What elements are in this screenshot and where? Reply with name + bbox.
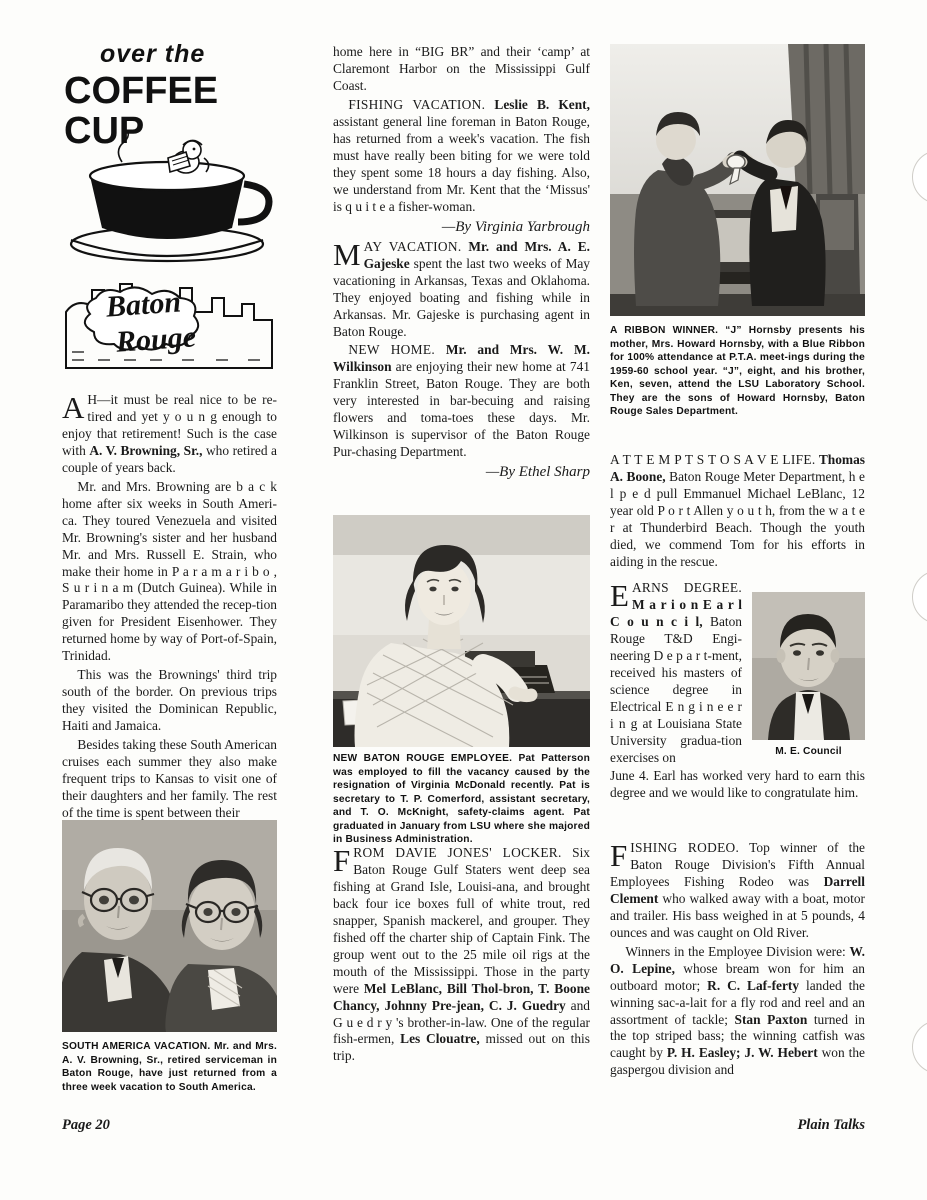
col3-p4-t5: won the gaspergou division and <box>610 1045 865 1078</box>
col3-p2-bold: M a r i o n E a r l C o u n c i l, <box>610 596 742 629</box>
col1-paragraph-4: Besides taking these South American cruises each summer they also make frequent trips to Kansas to visit one of their daughters and her family. The rest of the time is spent between their <box>62 737 277 820</box>
col3-p4-t1: whose bream won for him an outboard motor; <box>610 960 865 993</box>
caption-new-employee: NEW BATON ROUGE EMPLOYEE. Pat Patterson was employed to fill the vacancy caused by the resignation of Virginia McDonald recently. Pat is secretary to T. P. Comerford, assistant secretary, and T. O. McKnight, safety-claims agent. Pat graduated in January from LSU where she majored in Business Administration. <box>333 753 590 846</box>
city-name-line2: Rouge <box>114 320 198 359</box>
col3-p4-bold-3: Stan Paxton <box>734 1011 808 1027</box>
col3-p2-heading: ARNS DEGREE. <box>631 580 742 595</box>
col3-paragraph-2-narrow <box>610 580 742 766</box>
photo-new-employee-image <box>333 515 590 747</box>
col3-paragraph-1 <box>610 452 865 571</box>
col3-p4-bold-4: P. H. Easley; <box>666 1045 741 1061</box>
col1-paragraph-3: This was the Brownings' third trip south of the border. On previous trips they visited the Dominican Republic, Haiti and Jamaica. <box>62 667 277 734</box>
masthead-cup-text: CUP <box>64 110 145 153</box>
caption-browning-couple: SOUTH AMERICA VACATION. Mr. and Mrs. A. V. Browning, Sr., retired serviceman in Baton Rouge, have just returned from a three week vacation to South America. <box>62 1041 277 1093</box>
col3-p4-bold-2: R. C. Laf-ferty <box>707 977 800 993</box>
col3-paragraph-2-cont <box>610 768 865 802</box>
col3-p3-heading: ISHING RODEO. <box>630 840 740 855</box>
col2-p4-bold: Mr. and Mrs. W. M. Wilkinson <box>333 342 591 375</box>
col2-p5-heading: ROM DAVIE JONES' LOCKER. <box>353 845 562 860</box>
col3-p2-cont-text: June 4. Earl has worked very hard to earn this degree and we would like to congratulate him. <box>610 768 865 801</box>
masthead-coffee-text: COFFEE <box>64 70 219 112</box>
column-2 <box>333 44 590 484</box>
col2-p2-heading: FISHING VACATION. <box>348 96 486 112</box>
dropcap-m: M <box>333 236 361 272</box>
col2-p3-text: spent the last two weeks of May vacationing in Arkansas, Texas and Oklahoma. They enjoyed boating and fishing while in Arkansas. Mr. Gajeske is purchasing agent in Baton Rouge. <box>333 255 590 339</box>
column-3-attempts-block <box>610 452 865 573</box>
punch-hole-top <box>912 150 927 204</box>
page-number: Page 20 <box>62 1117 110 1133</box>
punch-hole-middle <box>912 570 927 624</box>
caption-council-portrait: M. E. Council <box>775 746 842 757</box>
dropcap-a: A <box>62 390 85 425</box>
col3-p2 <box>610 580 742 766</box>
col2-p5-bold-1: Mel LeBlanc, Bill Thol-bron, T. Boone Chancy, Johnny Pre-jean, C. J. Guedry <box>333 980 590 1013</box>
photo-council-portrait <box>752 592 865 740</box>
col2-p2-bold: Leslie B. Kent, <box>494 96 590 112</box>
publication-name: Plain Talks <box>797 1117 865 1133</box>
col2-p5-mid: and G u e d r y 's brother-in-law. One of the regular fish-ermen, <box>333 997 590 1047</box>
col3-p3-bold: Darrell Clement <box>610 873 865 906</box>
photo-council-portrait-image <box>752 592 865 740</box>
byline-virginia-yarbrough: —By Virginia Yarbrough <box>441 218 590 235</box>
byline-ethel-sharp: —By Ethel Sharp <box>485 464 590 481</box>
photo-ribbon-winner-image <box>610 44 865 316</box>
col3-p4-t3: turned in the top striped bass; the winning catfish was caught by <box>610 1011 865 1061</box>
masthead-logo <box>62 40 277 390</box>
punch-hole-bottom <box>912 1020 927 1074</box>
col3-p4-bold-1: W. O. Lepine, <box>610 943 865 976</box>
column-3-rodeo-block <box>610 840 865 1081</box>
column-1 <box>62 392 277 824</box>
col2-paragraph-5 <box>333 845 590 1065</box>
col3-p4-bold-5: J. W. Hebert <box>744 1045 818 1061</box>
col3-p4-text: Winners in the Employee Division were: <box>625 943 850 959</box>
col2-p4-heading: NEW HOME. <box>348 342 435 358</box>
col2-p4-text: are enjoying their new home at 741 Franklin Street, Baton Rouge. They are both very interested in bar-becuing and raising flowers and toma-toes these days. Mr. Wilkinson is supervisor of the Baton Rouge Pur-chasing Department. <box>333 359 590 460</box>
col3-p3-end: who walked away with a boat, motor and trailer. His bass weighed in at 5 pounds, 4 ounces and was caught on Old River. <box>610 890 865 940</box>
col3-paragraph-4 <box>610 944 865 1080</box>
col1-p1-bold: A. V. Browning, Sr., <box>89 442 203 458</box>
col1-paragraph-2: Mr. and Mrs. Browning are b a c k home after six weeks in South Ameri-ca. They toured Venezuela and visited Mr. Browning's sister and her husband Mr. and Mrs. Russell E. Strain, who make their home in P a r a m a r i b o , S u r i n a m (Dutch Guinea). While in Paramaribo they attended the recep-tion given for President Eisenhower. They returned home by way of Port-of-Spain, Trinidad. <box>62 478 277 664</box>
col3-p1-bold: Thomas A. Boone, <box>610 452 865 484</box>
col3-paragraph-3 <box>610 840 865 942</box>
col2-paragraph-3 <box>333 236 590 341</box>
col3-p3-text: Top winner of the Baton Rouge Division's Fifth Annual Employees Fishing Rodeo was <box>610 840 866 889</box>
col2-p5-end: missed out on this trip. <box>333 1031 590 1064</box>
col2-p5-bold-2: Les Clouatre, <box>400 1031 480 1047</box>
col2-paragraph-1: home here in “BIG BR” and their ‘camp’ at Claremont Harbor on the Mississippi Gulf Coast. <box>333 44 590 93</box>
col2-p2-text: assistant general line foreman in Baton Rouge, has returned from a week's vacation. The fish must have really been biting for we were told they spent some 18 hours a day fishing. Also, we understand from Mr. Kent that the ‘Missus' is q u i t e a fisher-woman. <box>333 113 590 214</box>
photo-new-employee <box>333 515 590 747</box>
photo-browning-couple <box>62 820 277 1032</box>
masthead-over-text: over the <box>100 40 206 68</box>
col3-p2-text: Baton Rouge T&D Engi-neering D e p a r t-ment, received his masters of science degree in Electrical E n g i n e e r i n g at Louisiana State University gradua-tion exercises on <box>610 613 742 765</box>
col1-paragraph-1 <box>62 392 277 477</box>
col2-paragraph-2 <box>333 97 590 216</box>
col1-p1-text: H—it must be real nice to be re-tired and yet y o u n g enough to enjoy that retirement! Such is the case with <box>62 392 277 458</box>
photo-browning-couple-image <box>62 820 277 1032</box>
caption-ribbon-winner: A RIBBON WINNER. “J” Hornsby presents his mother, Mrs. Howard Hornsby, with a Blue Ribbon for 100% attendance at P.T.A. meet-ings during the 1959-60 school year. “J”, eight, and his brother, Ken, seven, attend the LSU Laboratory School. They are the sons of Howard Hornsby, Baton Rouge Sales Department. <box>610 325 865 418</box>
dropcap-e: E <box>610 578 629 613</box>
col2-p3-heading: AY VACATION. <box>363 238 462 254</box>
col2-p3-bold: Mr. and Mrs. A. E. Gajeske <box>363 238 590 271</box>
col2-p5-text: Six Baton Rouge Gulf Staters went deep sea fishing at Grand Isle, Louisi-ana, and brought back four ice boxes full of white trout, red snapper, Spanish mackerel, and grouper. They fished off the charter ship of Captain Fink. The group went out to the 25 mile oil rigs at the mouth of the Mississippi. Those in the party were <box>333 845 590 996</box>
col3-p1-heading: A T T E M P T S T O S A V E LIFE. <box>610 452 816 467</box>
col3-p4-t2: landed the winning sac-a-lait for a fly rod and reel and an assortment of tackle; <box>610 977 865 1027</box>
coffee-cup-illustration <box>62 132 277 272</box>
dropcap-f2: F <box>610 838 628 873</box>
photo-ribbon-winner <box>610 44 865 316</box>
dropcap-f: F <box>333 843 351 878</box>
col1-p1-end: who retired a couple of years back. <box>62 442 277 475</box>
city-name-line1: Baton <box>104 285 183 324</box>
col3-p1-text: Baton Rouge Meter Department, h e l p e d pull Emmanuel Michael LeBlanc, 12 year old P o r t Allen y o u t h, from the w a t e r at Thunderbird Beach. Though the youth died, we commend Tom for his efforts in aiding in the rescue. <box>610 468 865 569</box>
col2-paragraph-4 <box>333 342 590 461</box>
column-2-lower <box>333 845 590 1067</box>
